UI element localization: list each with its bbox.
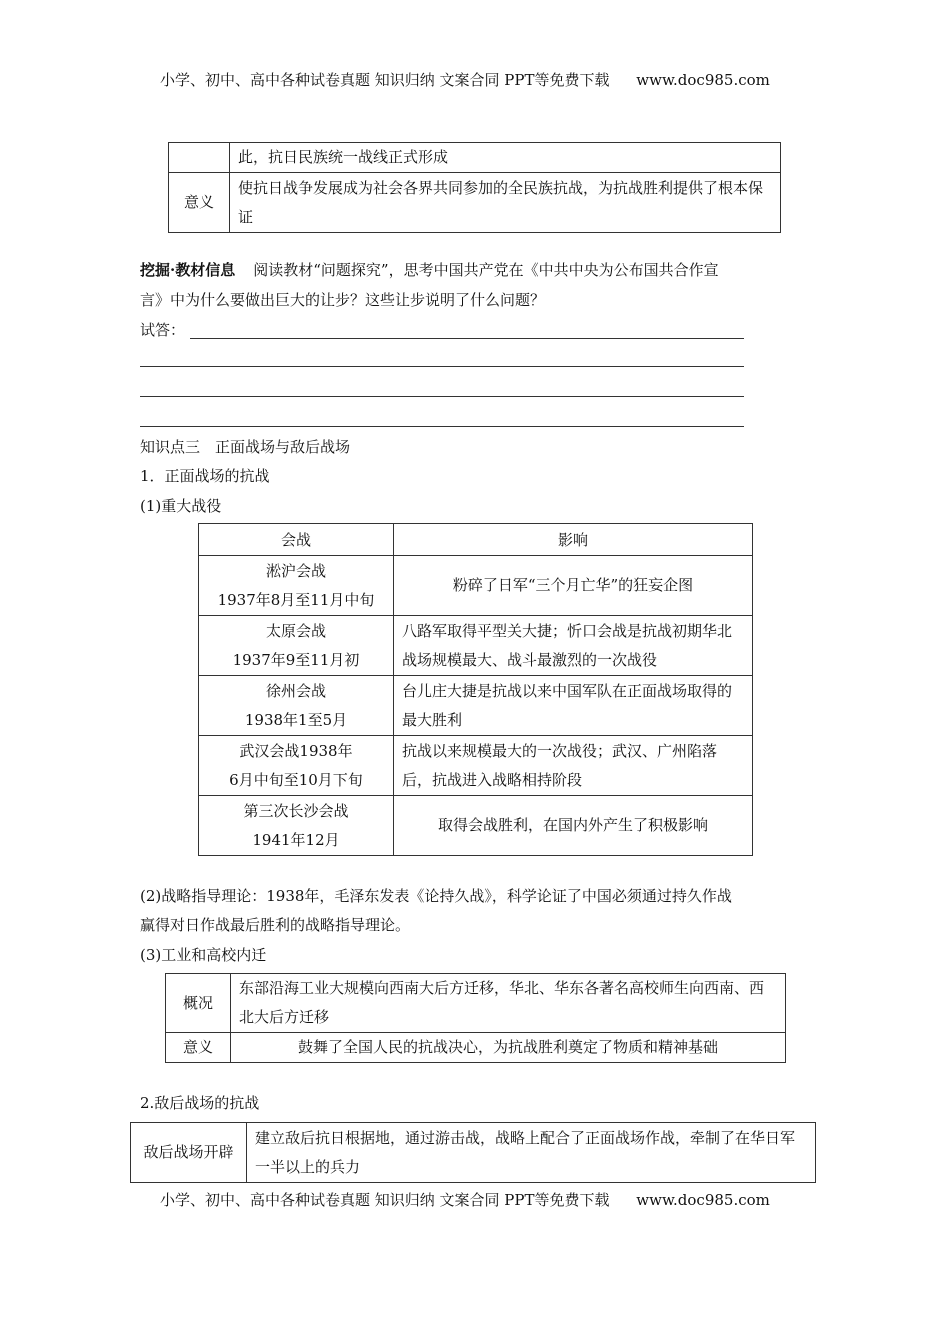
- header-url[interactable]: www.doc985.com: [636, 71, 770, 89]
- subsection-title: 1．正面战场的抗战: [140, 467, 270, 485]
- table-row: [199, 616, 753, 676]
- answer-line[interactable]: [190, 338, 744, 339]
- answer-line[interactable]: [140, 426, 744, 427]
- table-cell-label: 意义: [169, 173, 230, 233]
- subsection-title: 2.敌后战场的抗战: [140, 1094, 260, 1112]
- explore-line1: 阅读教材“问题探究”，思考中国共产党在《中共中央为公布国共合作宣: [253, 261, 719, 279]
- battle-impact: 粉碎了日军“三个月亡华”的狂妄企图: [394, 556, 753, 616]
- battle-name: 武汉会战1938年: [239, 741, 353, 760]
- battle-name: 第三次长沙会战: [243, 801, 349, 820]
- subsection-title: (1)重大战役: [140, 497, 222, 515]
- table-cell-label: [169, 143, 230, 173]
- battles-table: [198, 523, 753, 856]
- united-front-table: [168, 142, 781, 233]
- table-row: [199, 676, 753, 736]
- table-cell-label: 意义: [166, 1033, 231, 1063]
- battle-date: 6月中旬至10月下旬: [229, 770, 363, 789]
- page-footer: [160, 1190, 770, 1210]
- rear-battlefield-table: [130, 1122, 816, 1183]
- table-cell-content: 使抗日战争发展成为社会各界共同参加的全民族抗战，为抗战胜利提供了根本保证: [230, 173, 781, 233]
- page-header: [160, 70, 770, 90]
- explore-paragraph: [140, 260, 719, 280]
- battle-name: 太原会战: [265, 621, 326, 640]
- answer-line[interactable]: [140, 366, 744, 367]
- footer-url[interactable]: www.doc985.com: [636, 1191, 770, 1209]
- header-text: 小学、初中、高中各种试卷真题 知识归纳 文案合同 PPT等免费下载: [160, 71, 610, 89]
- strategy-line2: 赢得对日作战最后胜利的战略指导理论。: [140, 916, 411, 934]
- explore-title: 挖掘·教材信息: [140, 261, 236, 279]
- battle-name: 淞沪会战: [265, 561, 326, 580]
- battle-impact: 八路军取得平型关大捷；忻口会战是抗战初期华北战场规模最大、战斗最激烈的一次战役: [394, 616, 753, 676]
- table-cell-content: 鼓舞了全国人民的抗战决心，为抗战胜利奠定了物质和精神基础: [231, 1033, 786, 1063]
- column-header: 会战: [199, 524, 394, 556]
- table-cell-content: 此，抗日民族统一战线正式形成: [230, 143, 781, 173]
- table-cell-label: 敌后战场开辟: [131, 1123, 247, 1183]
- table-row: [199, 556, 753, 616]
- subsection-title: (3)工业和高校内迁: [140, 946, 267, 964]
- battle-impact: 台儿庄大捷是抗战以来中国军队在正面战场取得的最大胜利: [394, 676, 753, 736]
- answer-label: 试答：: [140, 321, 186, 339]
- battle-date: 1937年8月至11月中旬: [217, 590, 375, 609]
- table-row: [199, 796, 753, 856]
- migration-table: [165, 973, 786, 1063]
- table-cell-content: 建立敌后抗日根据地，通过游击战，战略上配合了正面战场作战，牵制了在华日军一半以上的兵力: [247, 1123, 816, 1183]
- strategy-line1: (2)战略指导理论：1938年，毛泽东发表《论持久战》，科学论证了中国必须通过持久作战: [140, 887, 732, 905]
- footer-text: 小学、初中、高中各种试卷真题 知识归纳 文案合同 PPT等免费下载: [160, 1191, 610, 1209]
- section-title: 知识点三 正面战场与敌后战场: [140, 438, 351, 456]
- table-cell-content: 东部沿海工业大规模向西南大后方迁移，华北、华东各著名高校师生向西南、西北大后方迁移: [231, 974, 786, 1033]
- battle-date: 1941年12月: [252, 830, 340, 849]
- battle-impact: 抗战以来规模最大的一次战役；武汉、广州陷落后，抗战进入战略相持阶段: [394, 736, 753, 796]
- explore-line2: 言》中为什么要做出巨大的让步？这些让步说明了什么问题？: [140, 291, 546, 309]
- battle-name: 徐州会战: [265, 681, 326, 700]
- battle-impact: 取得会战胜利，在国内外产生了积极影响: [394, 796, 753, 856]
- battle-date: 1938年1至5月: [244, 710, 348, 729]
- column-header: 影响: [394, 524, 753, 556]
- table-cell-label: 概况: [166, 974, 231, 1033]
- battle-date: 1937年9至11月初: [232, 650, 360, 669]
- answer-line[interactable]: [140, 396, 744, 397]
- table-row: [199, 736, 753, 796]
